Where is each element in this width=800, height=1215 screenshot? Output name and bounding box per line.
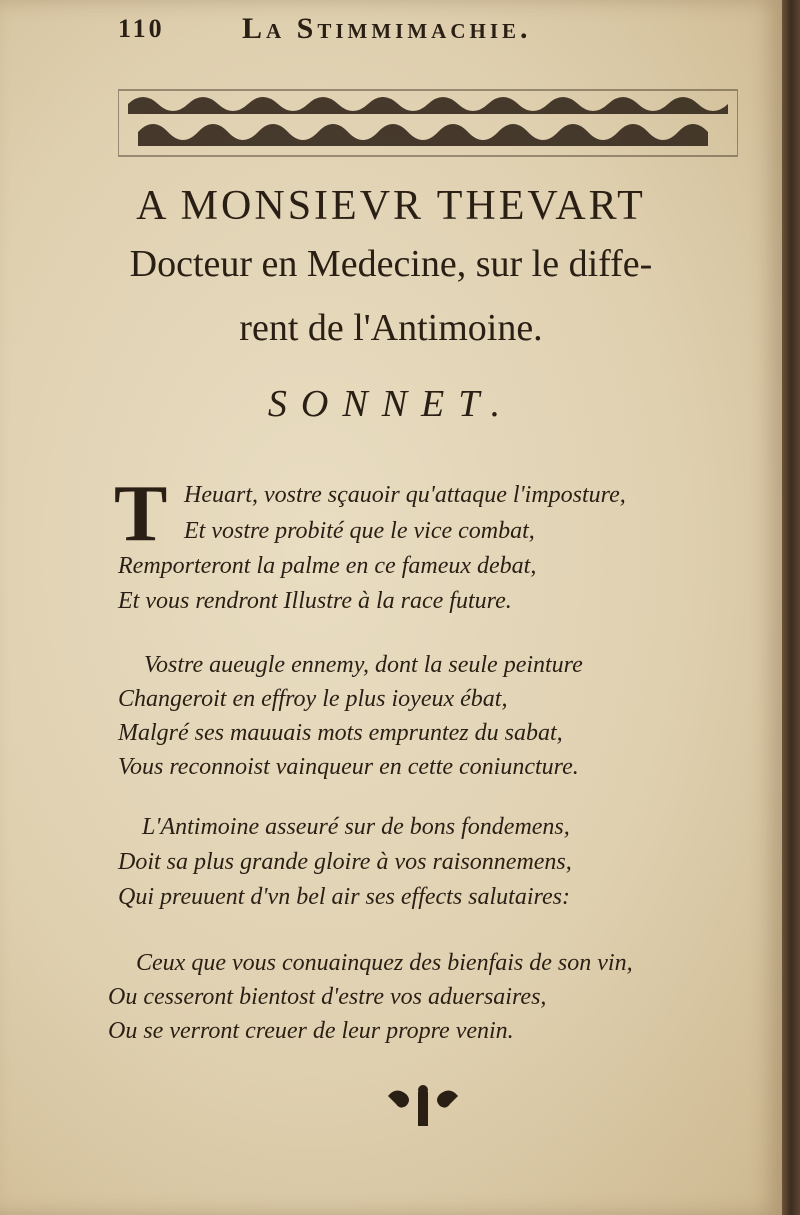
verse-line: Doit sa plus grande gloire à vos raisonnemens,	[118, 849, 572, 875]
running-title: La Stimmimachie.	[242, 12, 532, 45]
verse-line: Ou cesseront bientost d'estre vos aduersaires,	[108, 984, 547, 1010]
book-gutter-edge	[782, 0, 800, 1215]
verse-line: Vostre aueugle ennemy, dont la seule peinture	[144, 652, 583, 678]
drop-cap: T	[114, 470, 168, 558]
headpiece-ornament	[118, 84, 738, 162]
sonnet-title: SONNET.	[267, 383, 515, 425]
page-number: 110	[118, 14, 165, 43]
verse-line: Changeroit en effroy le plus ioyeux ébat,	[118, 686, 508, 712]
verse-line: Ou se verront creuer de leur propre venin.	[108, 1018, 514, 1044]
dedication-subheading-line2: rent de l'Antimoine.	[239, 307, 543, 349]
verse-line: Et vostre probité que le vice combat,	[184, 518, 535, 544]
verse-line: Et vous rendront Illustre à la race future.	[118, 588, 512, 614]
running-head	[118, 8, 678, 48]
verse-line: Ceux que vous conuainquez des bienfais de son vin,	[136, 950, 633, 976]
verse-line: L'Antimoine asseuré sur de bons fondemens,	[142, 814, 570, 840]
verse-line: Qui preuuent d'vn bel air ses effects salutaires:	[118, 884, 570, 910]
verse-line: Vous reconnoist vainqueur en cette coniuncture.	[118, 754, 579, 780]
verse-line: Malgré ses mauuais mots empruntez du sabat,	[118, 720, 563, 746]
verse-line: Heuart, vostre sçauoir qu'attaque l'imposture,	[184, 482, 626, 508]
dedication-subheading-line1: Docteur en Medecine, sur le diffe-	[129, 243, 653, 285]
dedication-heading: A MONSIEVR THEVART	[136, 183, 646, 229]
tailpiece-ornament	[378, 1082, 468, 1132]
verse-line: Remporteront la palme en ce fameux debat,	[118, 553, 537, 579]
